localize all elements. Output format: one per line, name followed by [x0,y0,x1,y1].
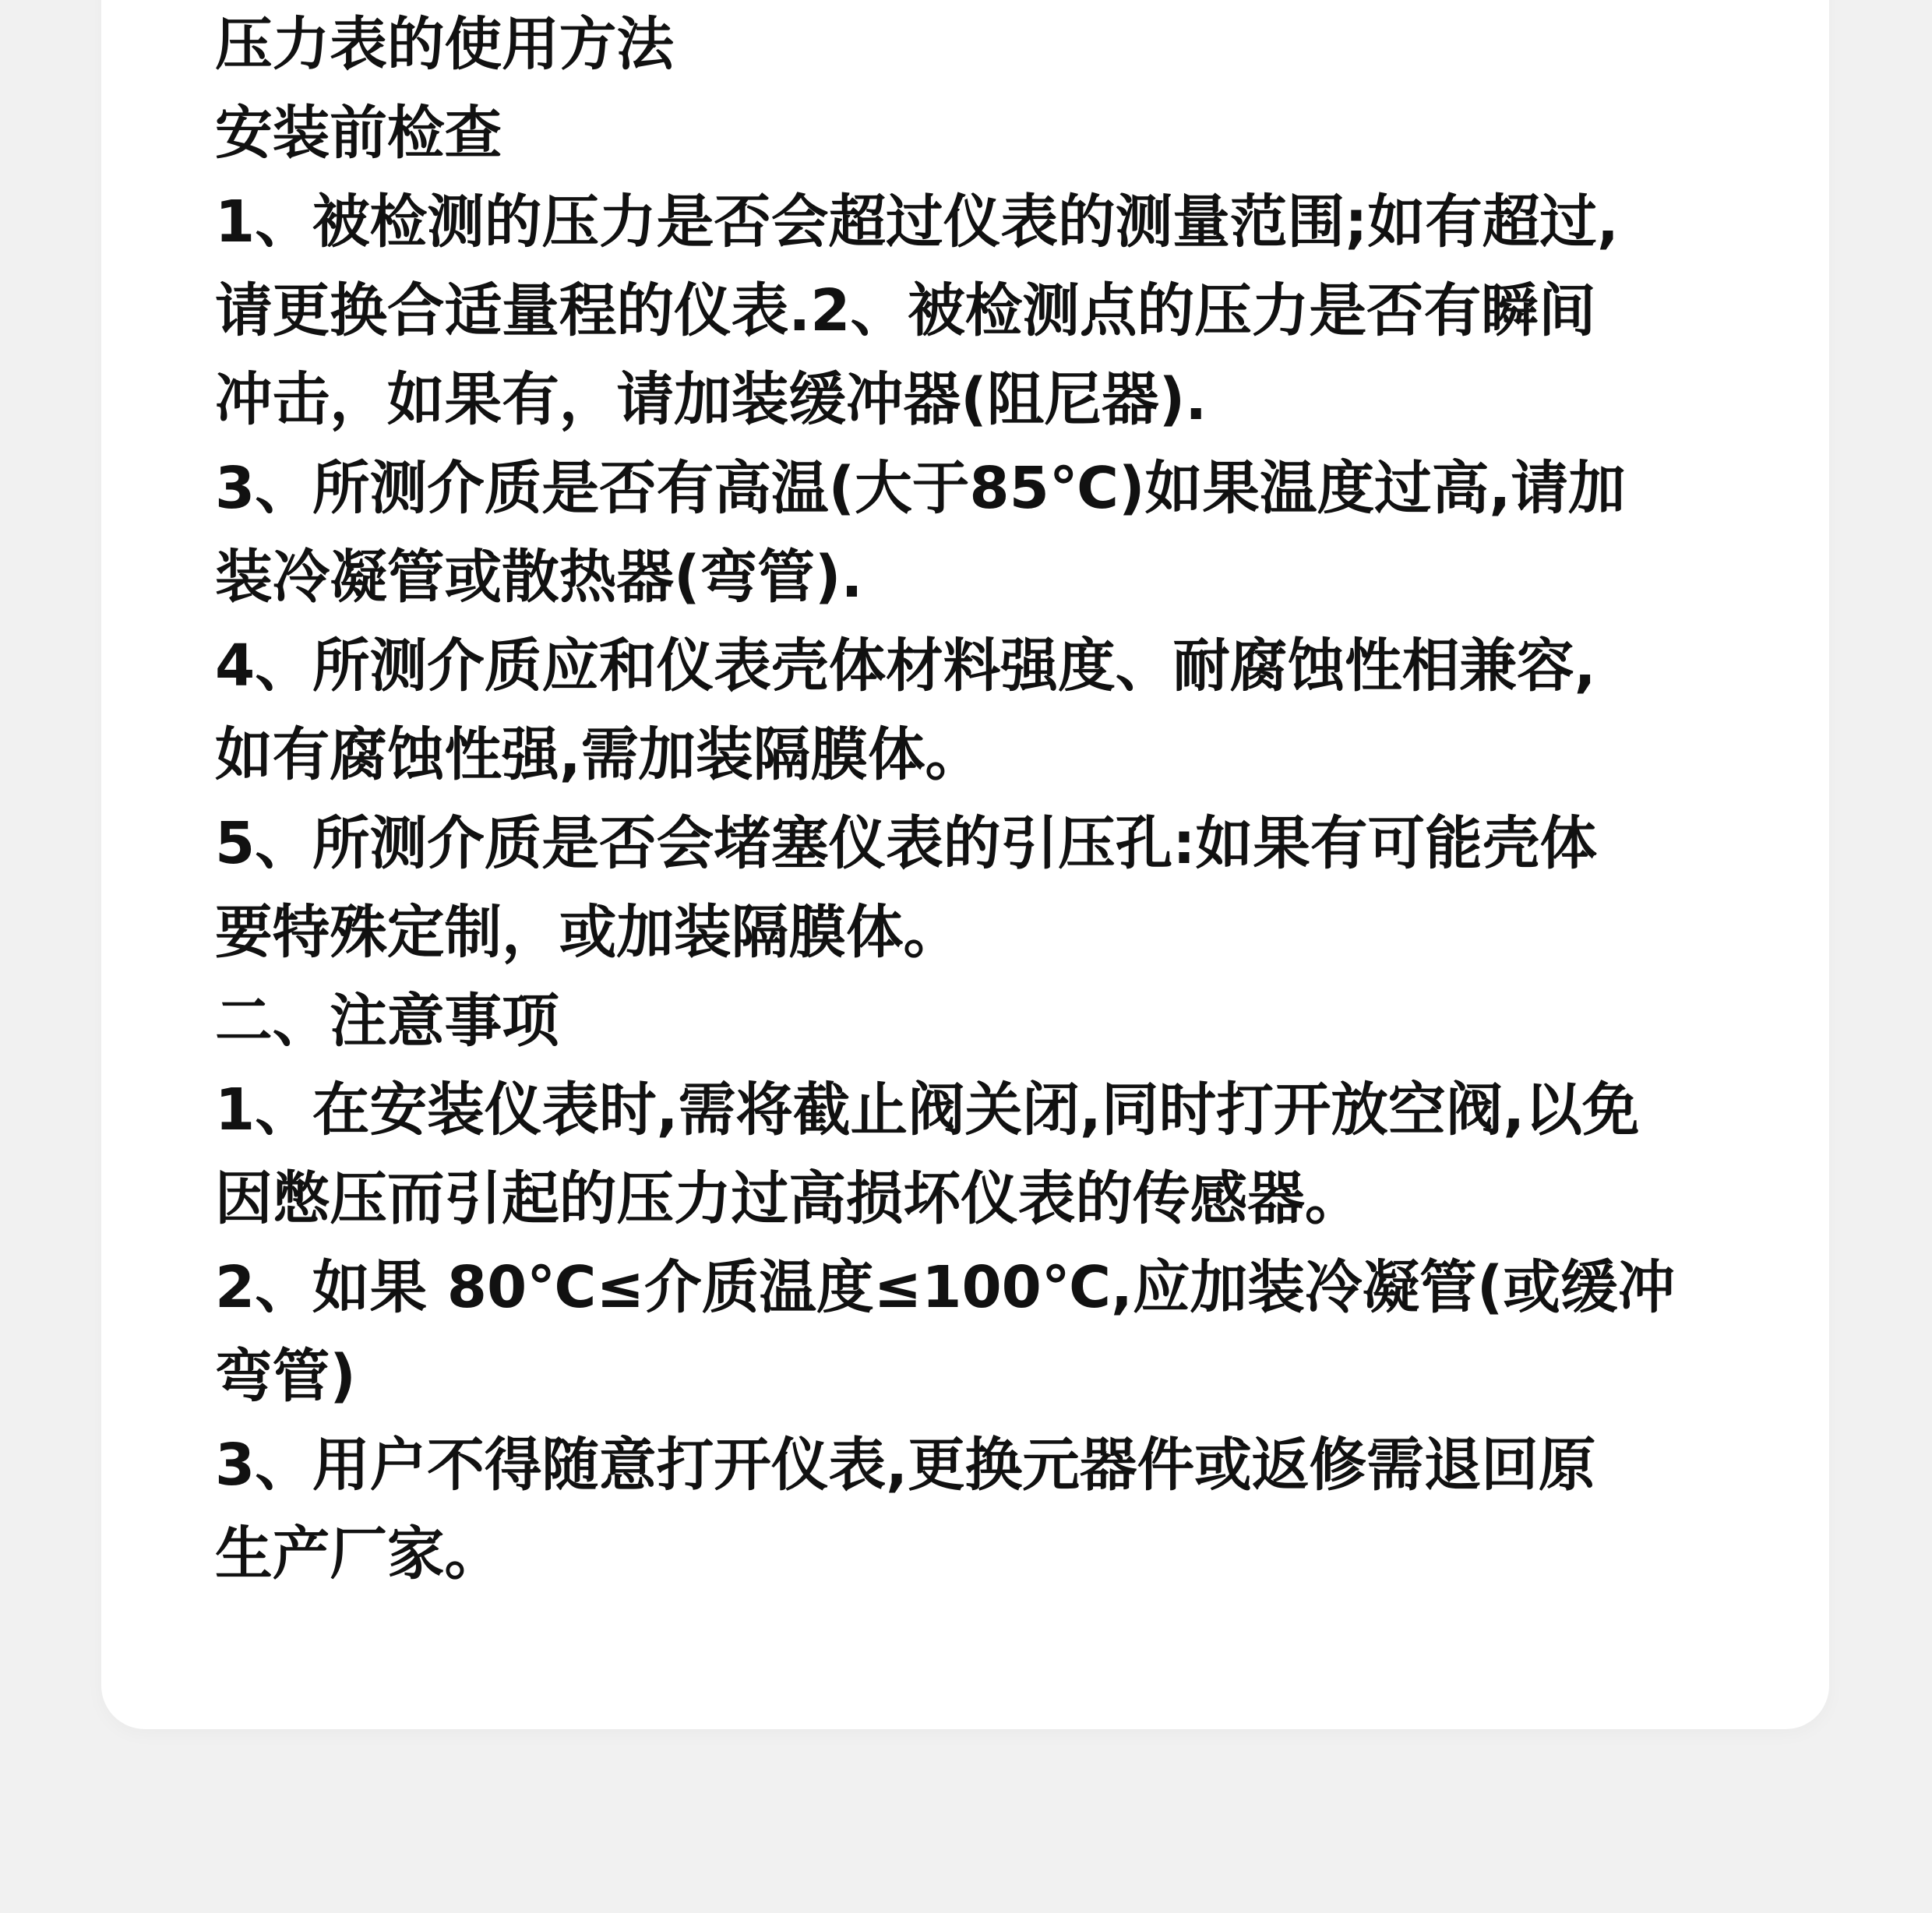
section-heading-precautions: 二、注意事项 [215,988,559,1055]
section-heading-pre-install-check: 安装前检查 [215,100,502,167]
document-body [215,0,1750,1598]
text-line: 弯管) [215,1343,356,1410]
text-line: 要特殊定制，或加装隔膜体。 [215,899,961,966]
text-line: 1、在安装仪表时,需将截止阀关闭,同时打开放空阀,以免 [215,1076,1640,1143]
text-line: 请更换合适量程的仪表.2、被检测点的压力是否有瞬间 [215,277,1596,344]
text-line: 冲击，如果有，请加装缓冲器(阻尼器). [215,366,1208,433]
text-line: 2、如果 80℃≤介质温度≤100℃,应加装冷凝管(或缓冲 [215,1254,1676,1321]
text-line: 4、所测介质应和仪表壳体材料强度、耐腐蚀性相兼容, [215,632,1596,699]
text-line: 因憋压而引起的压力过高损坏仪表的传感器。 [215,1165,1363,1232]
text-line: 1、被检测的压力是否会超过仪表的测量范围;如有超过, [215,188,1620,255]
text-line: 5、所测介质是否会堵塞仪表的引压孔:如果有可能壳体 [215,810,1598,877]
text-line: 3、用户不得随意打开仪表,更换元器件或返修需退回原 [215,1432,1596,1499]
text-line: 3、所测介质是否有高温(大于85℃)如果温度过高,请加 [215,455,1626,522]
text-line: 装冷凝管或散热器(弯管). [215,544,863,611]
text-line: 如有腐蚀性强,需加装隔膜体。 [215,721,983,788]
doc-title: 压力表的使用方法 [215,11,674,78]
text-line: 生产厂家。 [215,1520,502,1587]
